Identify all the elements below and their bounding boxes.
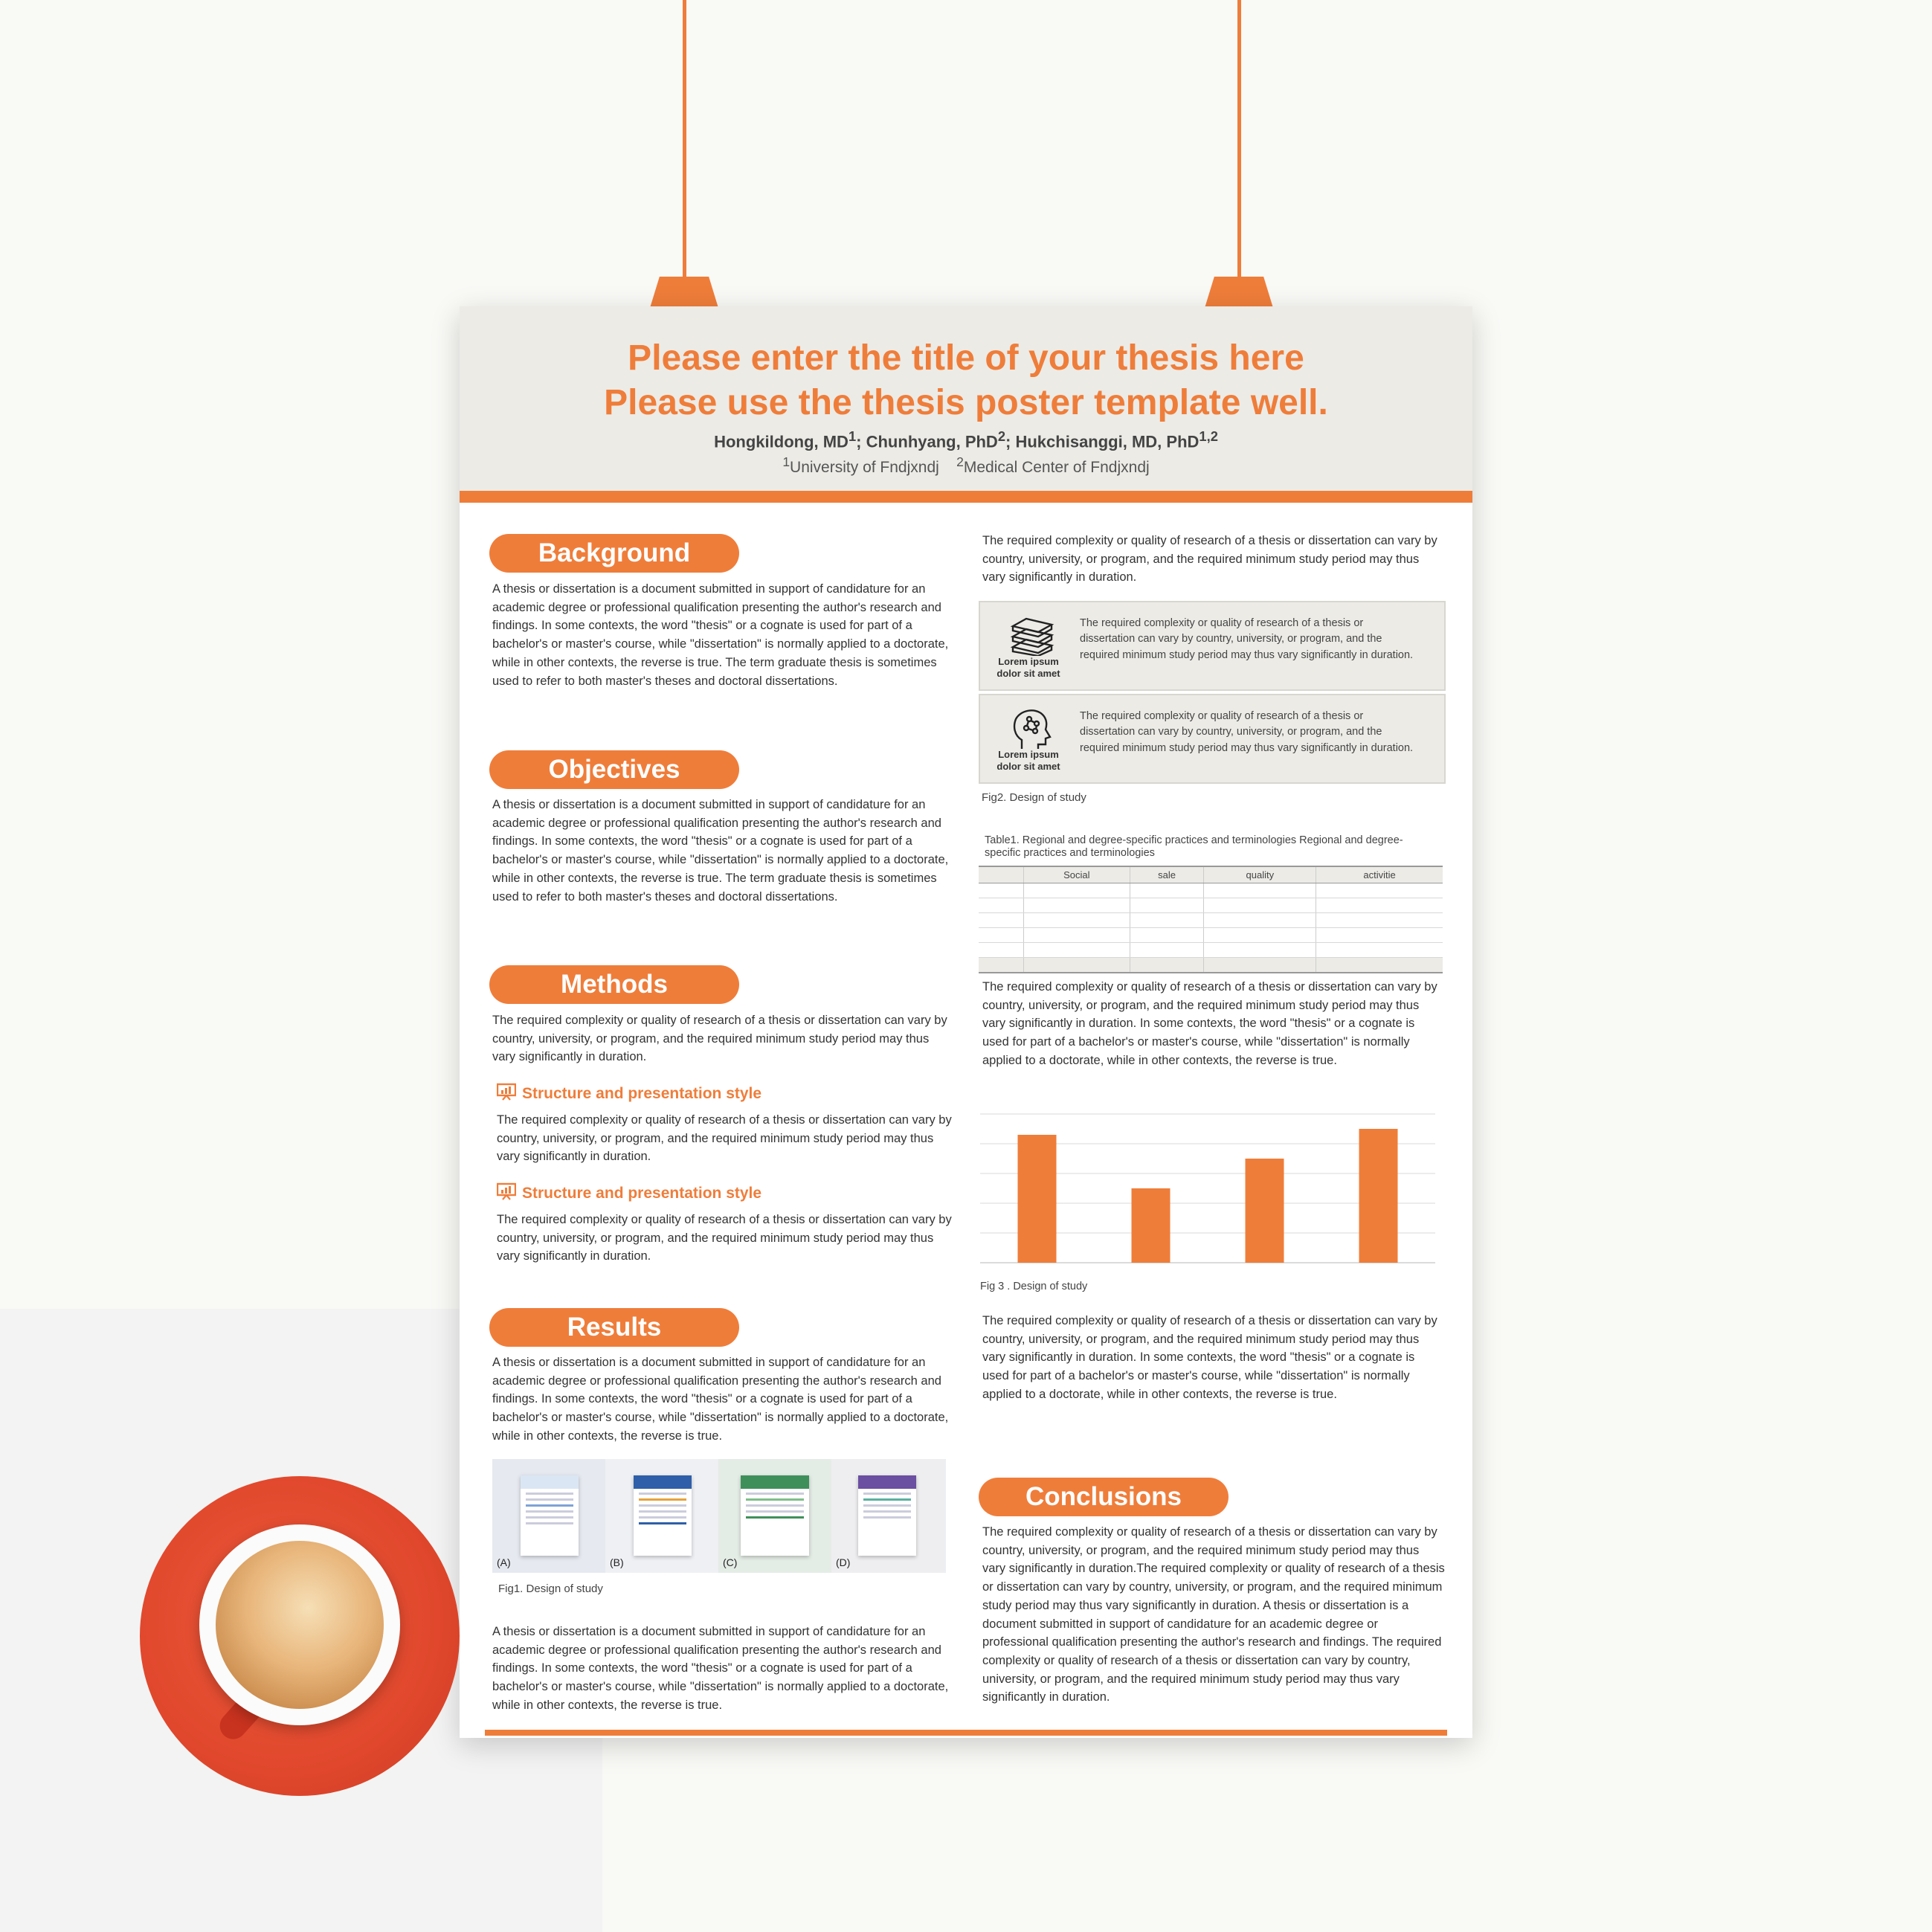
poster-clip-left [650,277,718,308]
box2-text: The required complexity or quality of research of a thesis or dissertation can vary by country, university, or program, and the required minimum study period may thus vary significantly in duration. [1080,710,1414,754]
right-intro-text: The required complexity or quality of research of a thesis or dissertation can vary by country, university, or program, and the required minimum study period may thus vary significantly in duration. [982,534,1437,585]
background-text: A thesis or dissertation is a document submitted in support of candidature for an academic degree or professional qualification presenting the author's research and findings. In some contexts, the word "thesis" or a cognate is used for part of a bachelor's or master's course, while "dissertation" is normally applied to a doctorate, while in other contexts, the reverse is true. The term graduate thesis is sometimes used to refer to both master's theses and doctoral dissertations. [492,582,949,688]
footer-accent-bar [485,1730,1447,1736]
poster-thumbnail [634,1475,692,1556]
header-accent-bar [460,491,1472,503]
methods-subtext-1: The required complexity or quality of research of a thesis or dissertation can vary by country, university, or program, and the required minimum study period may thus vary significantly in duration. [497,1113,952,1164]
poster-thumbnail [521,1475,579,1556]
table-cell [1316,943,1443,958]
table-cell [1130,898,1204,913]
methods-subheading-1: Structure and presentation style [497,1083,761,1103]
table-header-cell: activitie [1316,866,1443,883]
table-cell [979,958,1024,973]
results-heading: Results [489,1308,739,1347]
figure-label-c: (C) [723,1556,738,1568]
table-row [979,928,1443,943]
background-heading: Background [489,534,739,573]
table-row [979,898,1443,913]
presentation-icon [497,1182,516,1200]
table-cell [979,913,1024,928]
poster-title-line2: Please use the thesis poster template well. [604,383,1328,422]
chart-bar [1018,1135,1057,1263]
table-cell [1024,958,1130,973]
objectives-heading: Objectives [489,750,739,789]
table-cell [1130,943,1204,958]
info-box-2 [979,694,1446,784]
table-cell [1024,883,1130,898]
figure-thumb-c [718,1459,831,1573]
hanging-wire-right [1237,0,1241,279]
methods-subtext-2: The required complexity or quality of research of a thesis or dissertation can vary by country, university, or program, and the required minimum study period may thus vary significantly in duration. [497,1213,952,1263]
poster-thumbnail [858,1475,916,1556]
poster-clip-right [1205,277,1273,308]
table-header-cell: sale [1130,866,1204,883]
figure-thumb-b [605,1459,718,1573]
table-cell [979,883,1024,898]
hanging-wire-left [683,0,686,279]
info-box-1 [979,601,1446,691]
table-cell [1130,958,1204,973]
table-cell [979,898,1024,913]
table-cell [979,928,1024,943]
box2-label: Lorem ipsum dolor sit amet [996,749,1060,772]
table-cell [1316,898,1443,913]
table-cell [1316,958,1443,973]
table-cell [1130,913,1204,928]
poster-title-line1: Please enter the title of your thesis here [628,338,1304,378]
figure-thumb-a [492,1459,605,1573]
table-cell [1024,898,1130,913]
table-cell [1024,928,1130,943]
objectives-text: A thesis or dissertation is a document submitted in support of candidature for an academic degree or professional qualification presenting the author's research and findings. In some contexts, the word "thesis" or a cognate is used for part of a bachelor's or master's course, while "dissertation" is normally applied to a doctorate, while in other contexts, the reverse is true. The term graduate thesis is sometimes used to refer to both master's theses and doctoral dissertations. [492,798,949,904]
table-cell [1204,943,1316,958]
box1-text: The required complexity or quality of research of a thesis or dissertation can vary by country, university, or program, and the required minimum study period may thus vary significantly in duration. [1080,617,1414,661]
table-cell [1130,928,1204,943]
table-row [979,913,1443,928]
table-row [979,958,1443,973]
methods-text: The required complexity or quality of research of a thesis or dissertation can vary by country, university, or program, and the required minimum study period may thus vary significantly in duration. [492,1014,947,1064]
figure-thumb-d [831,1459,944,1573]
results-figure-strip [492,1459,946,1573]
poster-thumbnail [741,1475,809,1556]
presentation-icon [497,1083,516,1101]
chart-bar [1246,1159,1284,1263]
fig1-caption: Fig1. Design of study [498,1582,603,1595]
table-cell [1204,913,1316,928]
results-text-2: A thesis or dissertation is a document submitted in support of candidature for an academic degree or professional qualification presenting the author's research and findings. In some contexts, the word "thesis" or a cognate is used for part of a bachelor's or master's course, while "dissertation" is normally applied to a doctorate, while in other contexts, the reverse is true. [492,1625,949,1712]
table-cell [1024,943,1130,958]
table-row [979,883,1443,898]
authors: Hongkildong, $MD^1$; Chunhyang, PhD$^2$; Hukchisanggi, MD, PhD$^{1,2}$ [714,428,1218,451]
figure-label-b: (B) [610,1556,624,1568]
books-icon [1008,614,1056,656]
chart-bar [1132,1188,1171,1263]
coffee-surface [216,1541,384,1709]
table-cell [1204,958,1316,973]
table-cell [1204,883,1316,898]
results-text: A thesis or dissertation is a document submitted in support of candidature for an academic degree or professional qualification presenting the author's research and findings. In some contexts, the word "thesis" or a cognate is used for part of a bachelor's or master's course, while "dissertation" is normally applied to a doctorate, while in other contexts, the reverse is true. [492,1356,949,1443]
affiliations: $^1$University of Fndjxndj $^2$Medical Center of Fndjxndj [782,454,1150,476]
table-row [979,943,1443,958]
thesis-poster [460,306,1472,1738]
table-header-cell [979,866,1024,883]
bar-chart [980,1110,1435,1267]
box1-label: Lorem ipsum dolor sit amet [996,656,1060,679]
conclusions-heading: Conclusions [979,1478,1229,1516]
table-cell [1204,898,1316,913]
conclusions-text: The required complexity or quality of research of a thesis or dissertation can vary by country, university, or program, and the required minimum study period may thus vary significantly in duration.The required complexity or quality of research of a thesis or dissertation can vary by country, university, or program, and the required minimum study period may thus vary significantly in duration. A thesis or dissertation is a document submitted in support of candidature for an academic degree or professional qualification presenting the author's research and findings. The required complexity or quality of research of a thesis or dissertation can vary by country, university, or program, and the required minimum study period may thus vary significantly in duration. [982,1525,1445,1704]
methods-heading: Methods [489,965,739,1004]
table-cell [1316,928,1443,943]
head-brain-icon [1008,707,1053,750]
table-cell [1130,883,1204,898]
fig3-caption: Fig 3 . Design of study [980,1281,1088,1292]
table-cell [1316,883,1443,898]
right-text-after-table: The required complexity or quality of research of a thesis or dissertation can vary by country, university, or program, and the required minimum study period may thus vary significantly in duration. In some contexts, the word "thesis" or a cognate is used for part of a bachelor's or master's course, while "dissertation" is normally applied to a doctorate, while in other contexts, the reverse is true. [982,980,1437,1067]
methods-subheading-2: Structure and presentation style [497,1182,761,1202]
figure-label-d: (D) [836,1556,851,1568]
chart-bar [1359,1129,1398,1263]
table1 [979,866,1443,973]
table-cell [1204,928,1316,943]
table-header-cell: quality [1204,866,1316,883]
fig2-caption: Fig2. Design of study [982,791,1086,804]
table-cell [979,943,1024,958]
table1-caption: Table1. Regional and degree-specific practices and terminologies Regional and degree-specific practices and terminologies [985,834,1403,859]
table-header-cell: Social [1024,866,1130,883]
figure-label-a: (A) [497,1556,511,1568]
right-text-after-chart: The required complexity or quality of research of a thesis or dissertation can vary by country, university, or program, and the required minimum study period may thus vary significantly in duration. In some contexts, the word "thesis" or a cognate is used for part of a bachelor's or master's course, while "dissertation" is normally applied to a doctorate, while in other contexts, the reverse is true. [982,1314,1437,1401]
table-cell [1024,913,1130,928]
table-cell [1316,913,1443,928]
